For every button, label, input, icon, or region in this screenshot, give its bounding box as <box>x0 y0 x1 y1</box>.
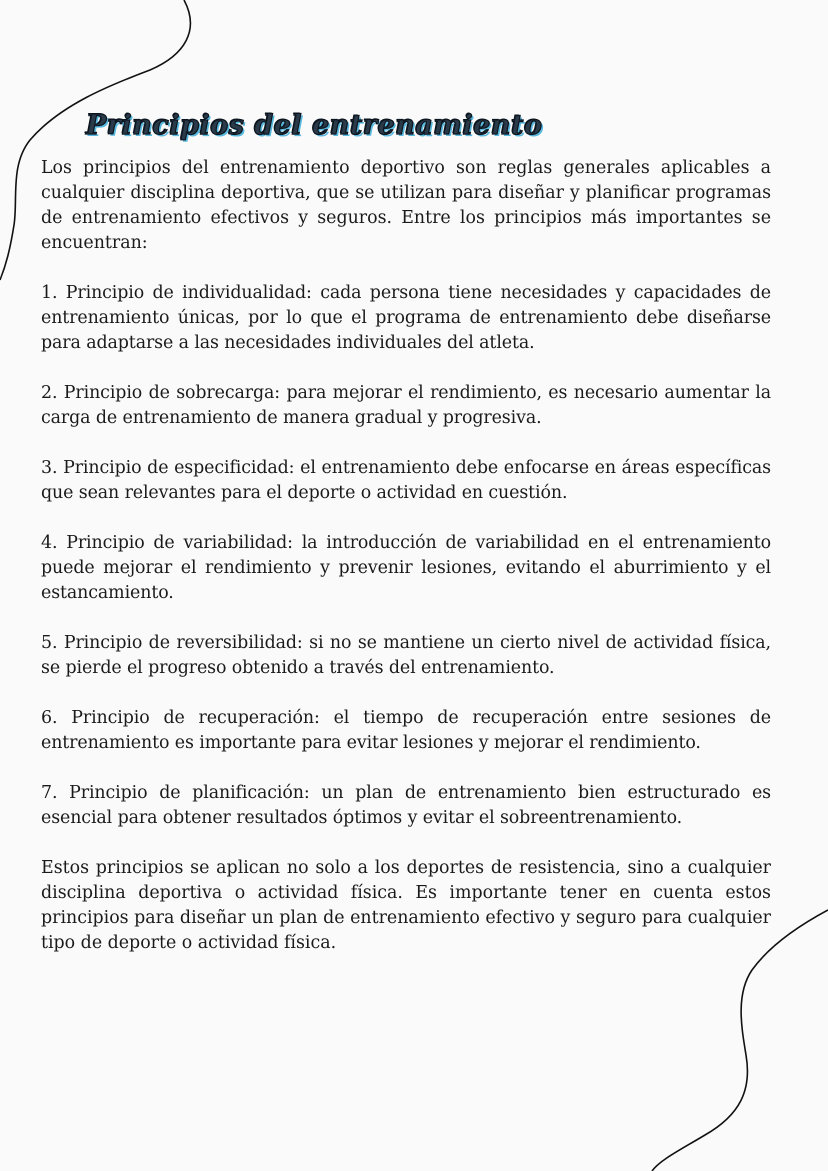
principle-item: 2. Principio de sobrecarga: para mejorar el rendimiento, es necesario aumentar la carga de entrenamiento de manera gradual y progresiva. <box>41 383 771 428</box>
principle-item: 5. Principio de reversibilidad: si no se mantiene un cierto nivel de actividad física, se pierde el progreso obtenido a través del entrenamiento. <box>41 633 771 678</box>
conclusion-paragraph: Estos principios se aplican no solo a los deportes de resistencia, sino a cualquier disciplina deportiva o actividad física. Es importante tener en cuenta estos principios para diseñar un plan de entrenamiento efectivo y seguro para cualquier tipo de deporte o actividad física. <box>41 858 771 953</box>
principle-item: 7. Principio de planificación: un plan de entrenamiento bien estructurado es esencial para obtener resultados óptimos y evitar el sobreentrenamiento. <box>41 783 771 828</box>
principle-item: 3. Principio de especificidad: el entrenamiento debe enfocarse en áreas específicas que sean relevantes para el deporte o actividad en cuestión. <box>41 458 771 503</box>
principle-item: 6. Principio de recuperación: el tiempo de recuperación entre sesiones de entrenamiento es importante para evitar lesiones y mejorar el rendimiento. <box>41 708 771 753</box>
page-title: Principios del entrenamiento <box>86 110 543 141</box>
document-body <box>41 156 771 981</box>
principle-item: 4. Principio de variabilidad: la introducción de variabilidad en el entrenamiento puede mejorar el rendimiento y prevenir lesiones, evitando el aburrimiento y el estancamiento. <box>41 533 771 603</box>
principle-item: 1. Principio de individualidad: cada persona tiene necesidades y capacidades de entrenamiento únicas, por lo que el programa de entrenamiento debe diseñarse para adaptarse a las necesidades individuales del atleta. <box>41 283 771 353</box>
intro-paragraph: Los principios del entrenamiento deportivo son reglas generales aplicables a cualquier disciplina deportiva, que se utilizan para diseñar y planificar programas de entrenamiento efectivos y seguros. Entre los principios más importantes se encuentran: <box>41 158 771 253</box>
